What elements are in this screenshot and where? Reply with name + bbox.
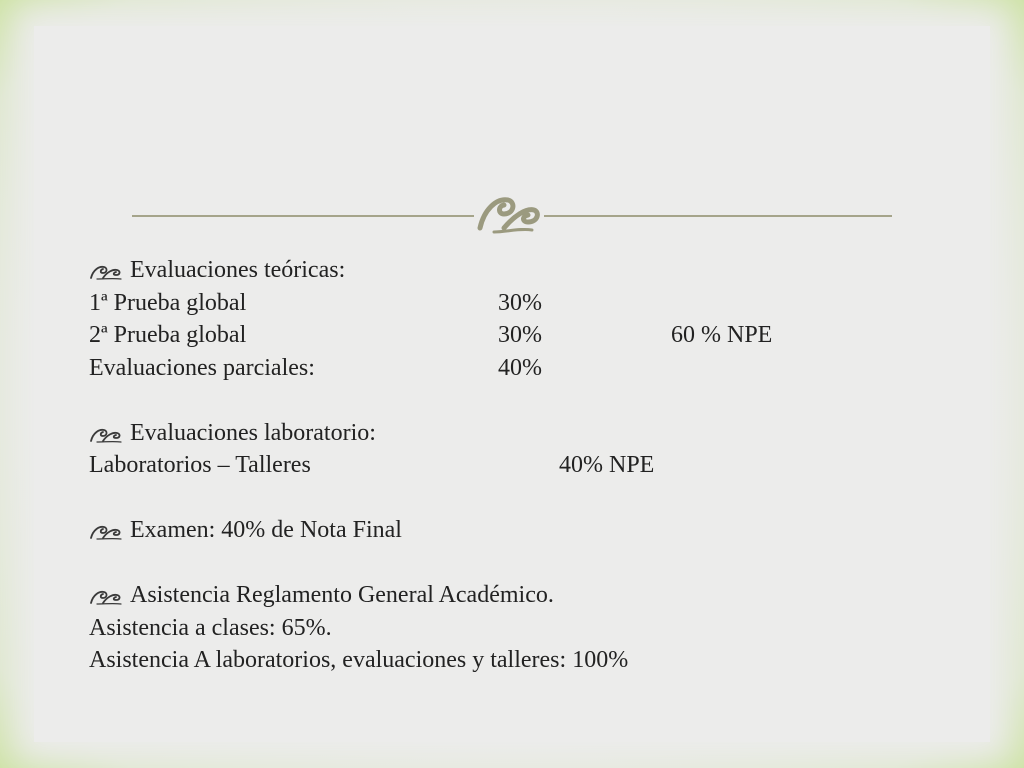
text-line [89, 644, 949, 677]
heading-examen [89, 514, 949, 547]
ornate-bullet-icon [89, 426, 123, 444]
row-value: 40% NPE [559, 452, 655, 478]
spacer [89, 482, 949, 515]
grade-row [89, 319, 949, 352]
row-note: 60 % NPE [671, 322, 773, 348]
grade-row [89, 352, 949, 385]
ornate-bullet-icon [89, 263, 123, 281]
row-label: 1ª Prueba global [89, 289, 247, 316]
section-heading: Evaluaciones teóricas: [130, 257, 346, 283]
ornate-bullet-icon [89, 588, 123, 606]
row-value: 40% [498, 354, 542, 381]
title-divider [132, 188, 892, 238]
divider-line-left [132, 215, 474, 217]
row-value: 30% [498, 289, 542, 316]
asistencia-line: Asistencia A laboratorios, evaluaciones y talleres: 100% [89, 647, 629, 673]
heading-evaluaciones-laboratorio [89, 417, 949, 450]
flourish-icon [474, 188, 544, 238]
divider-line-right [544, 215, 892, 217]
grade-row [89, 287, 949, 320]
row-label: Laboratorios – Talleres [89, 452, 311, 478]
slide-body [89, 254, 949, 677]
heading-evaluaciones-teoricas [89, 254, 949, 287]
row-label: Evaluaciones parciales: [89, 354, 315, 381]
section-heading: Asistencia Reglamento General Académico. [130, 582, 554, 608]
text-line [89, 612, 949, 645]
spacer [89, 547, 949, 580]
row-label: 2ª Prueba global [89, 322, 247, 348]
heading-asistencia [89, 579, 949, 612]
asistencia-line: Asistencia a clases: 65%. [89, 614, 332, 641]
spacer [89, 384, 949, 417]
row-value: 30% [498, 322, 542, 348]
grade-row [89, 449, 949, 482]
section-heading: Evaluaciones laboratorio: [130, 419, 376, 446]
section-heading: Examen: 40% de Nota Final [130, 517, 402, 543]
ornate-bullet-icon [89, 523, 123, 541]
